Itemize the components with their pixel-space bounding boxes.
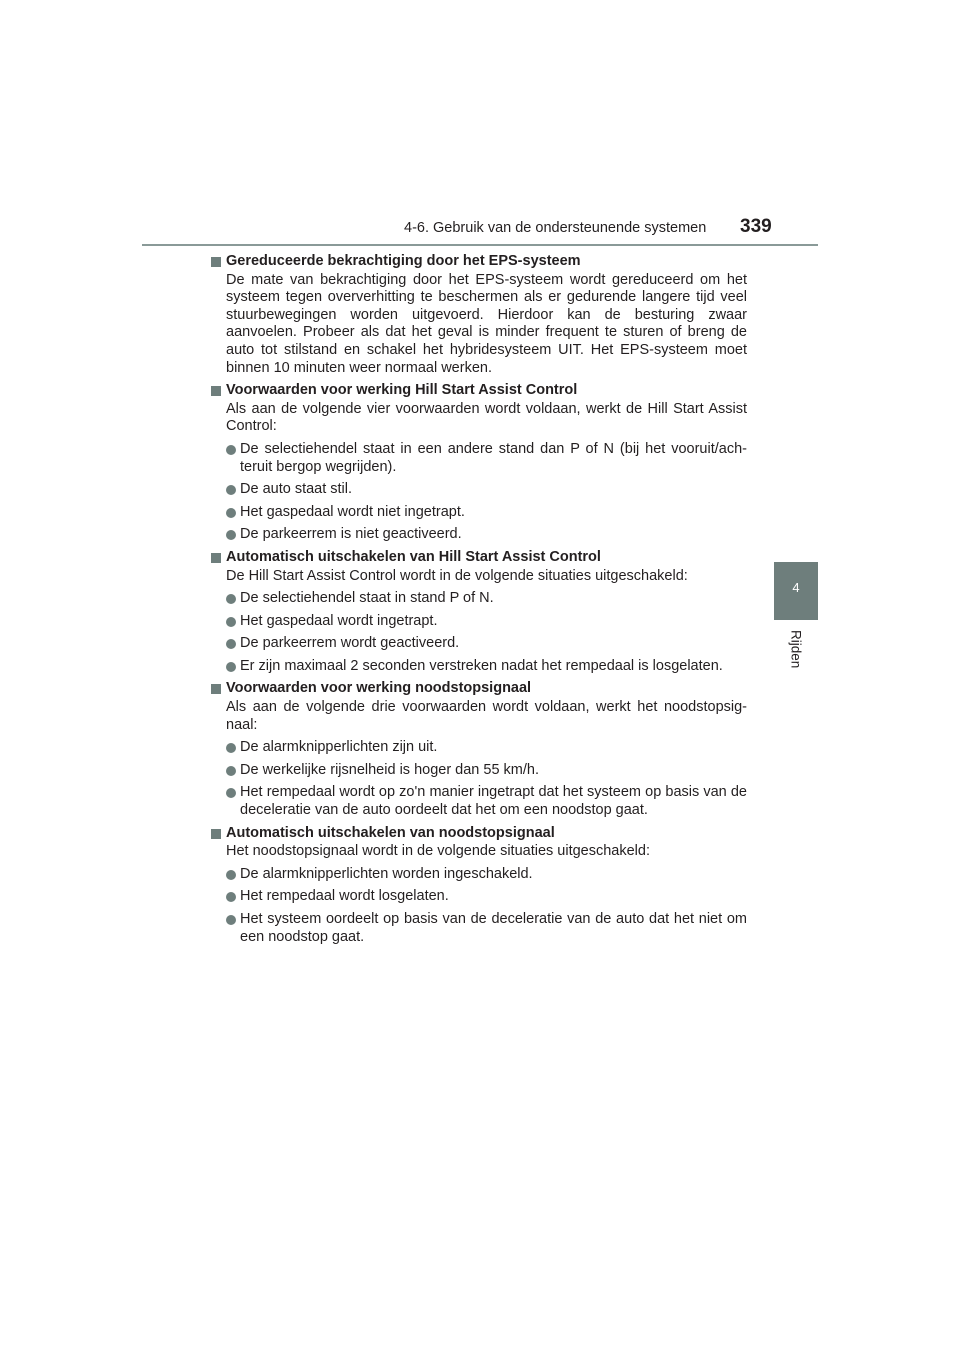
list-item <box>226 526 747 544</box>
list-item-text: De alarmknipperlichten zijn uit. <box>240 739 438 756</box>
section-heading <box>211 680 747 698</box>
section-heading <box>211 253 747 271</box>
chapter-label-container <box>774 628 818 688</box>
page-number: 339 <box>740 216 772 237</box>
circle-bullet-icon <box>226 743 236 753</box>
section <box>211 253 747 377</box>
list-item-text: Het rempedaal wordt op zo'n manier ingetrapt dat het systeem op basis van de deceleratie van de auto oordeelt dat het om een noodstop gaat. <box>240 784 747 819</box>
circle-bullet-icon <box>226 788 236 798</box>
list-item-text: De selectiehendel staat in een andere stand dan P of N (bij het vooruit/ach- teruit bergop wegrijden). <box>240 440 747 475</box>
section-paragraph: Als aan de volgende drie voorwaarden wordt voldaan, werkt het noodstopsig- naal: <box>226 699 747 733</box>
list-item-text: Het systeem oordeelt op basis van de deceleratie van de auto dat het niet om een noodstop gaat. <box>240 911 747 945</box>
circle-bullet-icon <box>226 766 236 776</box>
header-divider <box>142 244 818 246</box>
square-bullet-icon <box>211 386 221 396</box>
section <box>211 549 747 676</box>
list-item <box>226 762 747 780</box>
circle-bullet-icon <box>226 445 236 455</box>
square-bullet-icon <box>211 553 221 563</box>
section-paragraph: De mate van bekrachtiging door het EPS-systeem wordt gereduceerd om het systeem tegen oververhitting te beschermen als er gedurende langere tijd veel stuurbewegingen worden uitgevoerd. Hierdoor kan de besturing zwaar aanvoelen. Probeer als dat het geval is minder frequent te sturen of breng de auto tot stilstand en schakel het hybridesysteem UIT. Het EPS-systeem moet binnen 10 minuten weer normaal werken. <box>226 271 747 376</box>
circle-bullet-icon <box>226 915 236 925</box>
chapter-tab <box>774 562 818 620</box>
square-bullet-icon <box>211 829 221 839</box>
list-item <box>226 590 747 608</box>
section-heading-text: Gereduceerde bekrachtiging door het EPS-systeem <box>226 253 581 269</box>
list-item <box>226 784 747 819</box>
page-content <box>211 253 747 951</box>
circle-bullet-icon <box>226 662 236 672</box>
list-item-text: Het gaspedaal wordt ingetrapt. <box>240 612 438 629</box>
section-paragraph: Als aan de volgende vier voorwaarden wordt voldaan, werkt de Hill Start Assist Control: <box>226 400 747 435</box>
list-item-text: De parkeerrem wordt geactiveerd. <box>240 635 460 652</box>
section-heading-text: Voorwaarden voor werking noodstopsignaal <box>226 680 532 697</box>
circle-bullet-icon <box>226 530 236 540</box>
list-item-text: De parkeerrem is niet geactiveerd. <box>240 526 462 543</box>
list-item-text: Het gaspedaal wordt niet ingetrapt. <box>240 503 465 520</box>
section-paragraph: De Hill Start Assist Control wordt in de volgende situaties uitgeschakeld: <box>226 567 688 584</box>
list-item <box>226 658 747 676</box>
section-heading-text: Voorwaarden voor werking Hill Start Assist Control <box>226 382 578 399</box>
section-heading <box>211 549 747 567</box>
list-item-text: De selectiehendel staat in stand P of N. <box>240 590 494 607</box>
section <box>211 680 747 819</box>
section-heading-text: Automatisch uitschakelen van noodstopsignaal <box>226 824 555 841</box>
list-item-text: De alarmknipperlichten worden ingeschakeld. <box>240 865 533 882</box>
section-heading <box>211 825 747 843</box>
section-heading-text: Automatisch uitschakelen van Hill Start Assist Control <box>226 548 601 565</box>
list-item <box>226 739 747 757</box>
list-item-text: Er zijn maximaal 2 seconden verstreken nadat het rempedaal is losgelaten. <box>240 657 723 674</box>
chapter-label: Rijden <box>788 630 804 669</box>
circle-bullet-icon <box>226 594 236 604</box>
circle-bullet-icon <box>226 485 236 495</box>
circle-bullet-icon <box>226 870 236 880</box>
list-item-text: De auto staat stil. <box>240 481 353 498</box>
circle-bullet-icon <box>226 639 236 649</box>
list-item <box>226 866 747 884</box>
square-bullet-icon <box>211 684 221 694</box>
section <box>211 825 747 947</box>
list-item <box>226 888 747 906</box>
list-item <box>226 911 747 946</box>
list-item-text: De werkelijke rijsnelheid is hoger dan 55 km/h. <box>240 761 540 778</box>
list-item-text: Het rempedaal wordt losgelaten. <box>240 888 449 905</box>
circle-bullet-icon <box>226 508 236 518</box>
list-item <box>226 504 747 522</box>
section-paragraph: Het noodstopsignaal wordt in de volgende situaties uitgeschakeld: <box>226 843 650 860</box>
list-item <box>226 441 747 476</box>
list-item <box>226 635 747 653</box>
square-bullet-icon <box>211 257 221 267</box>
section-heading <box>211 382 747 400</box>
section <box>211 382 747 544</box>
header-section-title: 4-6. Gebruik van de ondersteunende systemen <box>404 220 707 236</box>
circle-bullet-icon <box>226 892 236 902</box>
circle-bullet-icon <box>226 617 236 627</box>
list-item <box>226 613 747 631</box>
chapter-number: 4 <box>792 580 800 595</box>
list-item <box>226 481 747 499</box>
